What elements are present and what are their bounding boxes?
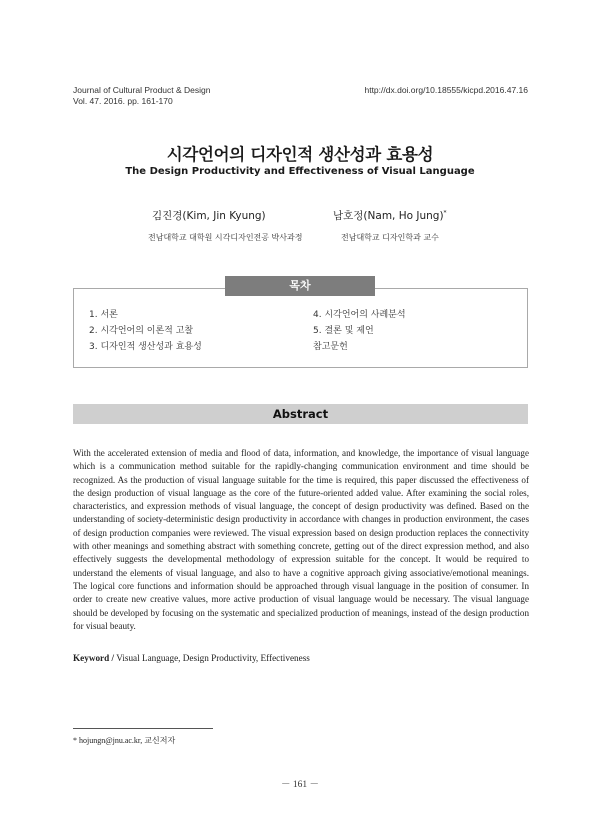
toc-item: 2. 시각언어의 이론적 고찰 [89, 326, 194, 336]
toc-heading: 목차 [225, 276, 375, 296]
author-2-name-text: 남호정(Nam, Ho Jung) [333, 210, 444, 222]
author-1-name: 김진경(Kim, Jin Kyung) [152, 210, 266, 222]
abstract-line: effectiveness of the design production of visual language as the core of the future-oriented added value. After [73, 474, 529, 498]
abstract-line: productivity was defined. Based on the understanding of society-deterministic design productivity in accordance with [73, 501, 529, 525]
abstract-line: expression suitable for the concept. It would be required to understand the elements of visual language, and also to [73, 554, 529, 578]
journal-name: Journal of Cultural Product & Design [73, 85, 211, 95]
abstract-line: changes in production environment, the cases of design production companies were reviewed. The visual expression [73, 514, 529, 538]
abstract-line: With the accelerated extension of media and flood of data, information, and knowledge, the importance of visual [73, 448, 494, 458]
abstract-heading: Abstract [73, 404, 528, 424]
corresponding-author-marker: * [443, 209, 447, 217]
toc-item: 3. 디자인적 생산성과 효용성 [89, 342, 202, 352]
keyword-label: Keyword / [73, 653, 115, 663]
toc-item: 5. 결론 및 제언 [313, 326, 374, 336]
volume-info: Vol. 47. 2016. pp. 161-170 [73, 96, 173, 106]
author-1-affiliation: 전남대학교 대학원 시각디자인전공 박사과정 [148, 233, 303, 242]
keyword-values: Visual Language, Design Productivity, Effectiveness [116, 653, 310, 663]
footnote-text: hojungn@jnu.ac.kr, 교신저자 [79, 736, 176, 745]
footnote-marker: * [73, 736, 77, 745]
toc-item: 1. 서론 [89, 310, 118, 320]
toc-item: 참고문헌 [313, 342, 348, 352]
page-number: － 161 － [280, 780, 319, 790]
abstract-body [73, 447, 529, 633]
footnote-divider [73, 728, 213, 729]
abstract-line: active production of visual language would be necessary. The visual language should be developed by focusing on the [73, 594, 529, 618]
title-english: The Design Productivity and Effectiveness of Visual Language [125, 166, 475, 177]
abstract-line: should be recognized. As the production of visual language suitable for the time is required, this paper discussed the [73, 461, 529, 485]
toc-item: 4. 시각언어의 사례분석 [313, 310, 406, 320]
keyword-line [73, 653, 310, 663]
abstract-line: based on design production replaces the connectivity with other meanings and something abstract with something [73, 527, 529, 552]
footnote [73, 735, 175, 746]
author-2-affiliation: 전남대학교 디자인학과 교수 [341, 233, 439, 242]
author-2-name [333, 208, 447, 223]
abstract-line: language which is a communication method suitable for the rapidly-changing communication environment and time [73, 448, 529, 472]
title-korean: 시각언어의 디자인적 생산성과 효용성 [166, 145, 434, 164]
doi-link[interactable]: http://dx.doi.org/10.18555/kicpd.2016.47.16 [364, 85, 528, 95]
abstract-line: systematic and specialized production of meanings, instead of the design production for visual beauty. [73, 607, 529, 631]
abstract-line: concrete, getting out of the direct expression method, and also effectively suggests the developmental methodology of [73, 541, 529, 565]
abstract-line: be approached through visual language in the position of consumer. In order to create new creative values, more [73, 580, 529, 605]
abstract-line: examining the social roles, characteristics, and expression methods of visual language, the concept of design [73, 487, 529, 512]
abstract-line: have a cognitive approach giving associative/emotional meanings. The logical core functions and information should [73, 567, 529, 591]
